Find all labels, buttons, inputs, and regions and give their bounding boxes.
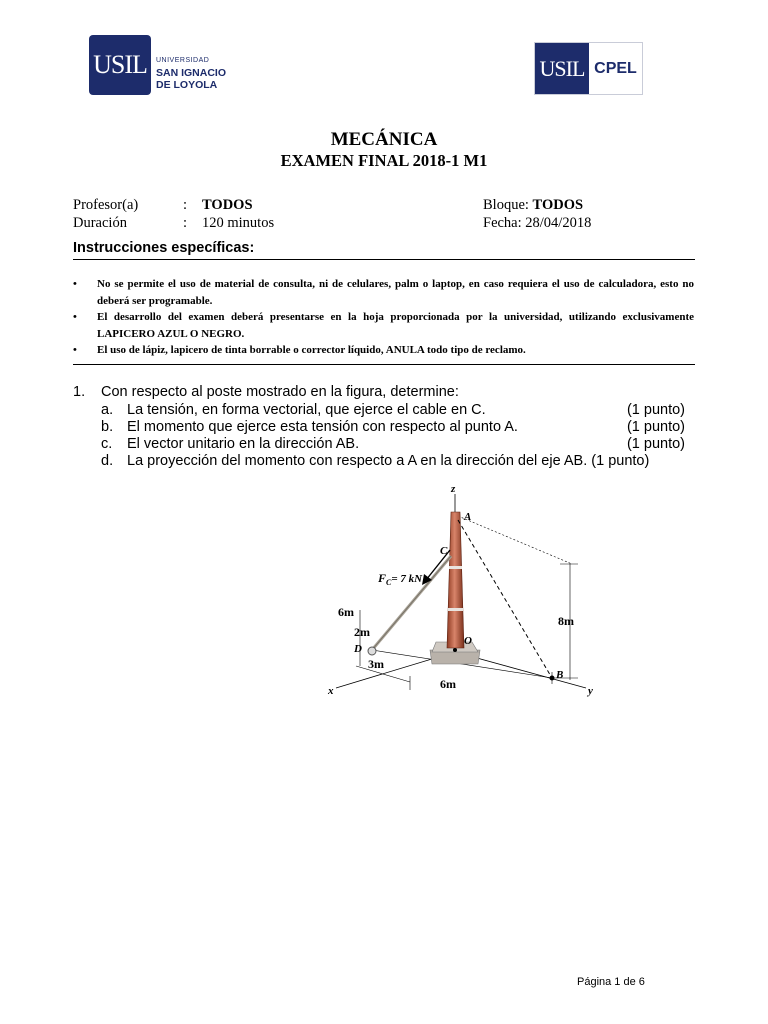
usil-logo-mark: USIL	[89, 35, 151, 95]
dim-6m-left: 6m	[338, 605, 354, 619]
label-o: O	[464, 635, 472, 647]
instructions-heading: Instrucciones específicas:	[73, 240, 255, 256]
instruction-item: • El desarrollo del examen deberá presentarse en la hoja proporcionada por la universidad, utilizando exclusivamente LAPICERO AZUL O NEGRO.	[73, 311, 694, 340]
profesor-value: TODOS	[202, 197, 253, 213]
cpel-logo-mark: USIL	[535, 43, 589, 94]
duracion-value: 120 minutos	[202, 215, 275, 231]
question-part: c. El vector unitario en la dirección AB. (1 punto)	[101, 436, 685, 452]
bloque-field	[483, 197, 583, 214]
divider-bottom	[73, 364, 695, 365]
duracion-label: Duración	[73, 215, 127, 231]
label-z: z	[451, 483, 456, 495]
cpel-logo-text: CPEL	[594, 59, 637, 77]
question-part: b. El momento que ejerce esta tensión con respecto al punto A. (1 punto)	[101, 419, 685, 435]
logo-line-3: DE LOYOLA	[156, 79, 218, 91]
usil-logo-text	[156, 55, 226, 91]
logo-line-2: SAN IGNACIO	[156, 67, 227, 79]
cpel-logo	[534, 42, 643, 95]
logo-line-1: UNIVERSIDAD	[156, 57, 210, 64]
dim-3m: 3m	[368, 657, 384, 671]
dim-8m: 8m	[558, 614, 574, 628]
question-part: d. La proyección del momento con respecto a A en la dirección del eje AB. (1 punto)	[101, 453, 650, 469]
label-force: $F_C= 7$ kN	[378, 571, 423, 587]
dim-2m: 2m	[354, 625, 370, 639]
exam-title: MECÁNICA	[330, 129, 438, 150]
profesor-label: Profesor(a)	[73, 197, 139, 213]
profesor-sep: :	[183, 197, 188, 213]
fecha-label: Fecha:	[483, 215, 522, 231]
pole-figure	[320, 480, 610, 705]
bloque-label: Bloque:	[483, 197, 529, 213]
dim-6m-bottom: 6m	[440, 677, 456, 691]
question-number: 1.	[73, 384, 86, 400]
divider-top	[73, 259, 695, 260]
page-number: Página 1 de 6	[577, 976, 645, 988]
question-part: a. La tensión, en forma vectorial, que ejerce el cable en C. (1 punto)	[101, 402, 685, 418]
fecha-value: 28/04/2018	[525, 215, 592, 231]
instructions-list	[73, 276, 694, 359]
label-b: B	[556, 669, 564, 681]
instruction-item: • No se permite el uso de material de consulta, ni de celulares, palm o laptop, en caso requiera el uso de calculadora, esto no deberá ser programable.	[73, 278, 694, 307]
fecha-field	[483, 215, 591, 232]
label-y: y	[588, 685, 593, 697]
label-a: A	[464, 511, 472, 523]
bloque-value: TODOS	[532, 197, 584, 213]
label-c: C	[440, 545, 448, 557]
exam-subtitle: EXAMEN FINAL 2018-1 M1	[280, 151, 488, 170]
instruction-item: • El uso de lápiz, lapicero de tinta borrable o corrector líquido, ANULA todo tipo de reclamo.	[73, 344, 526, 356]
label-d: D	[354, 643, 362, 655]
pole-shape	[447, 512, 464, 648]
label-x: x	[328, 685, 334, 697]
duracion-sep: :	[183, 215, 188, 231]
question-prompt: Con respecto al poste mostrado en la figura, determine:	[101, 384, 459, 400]
